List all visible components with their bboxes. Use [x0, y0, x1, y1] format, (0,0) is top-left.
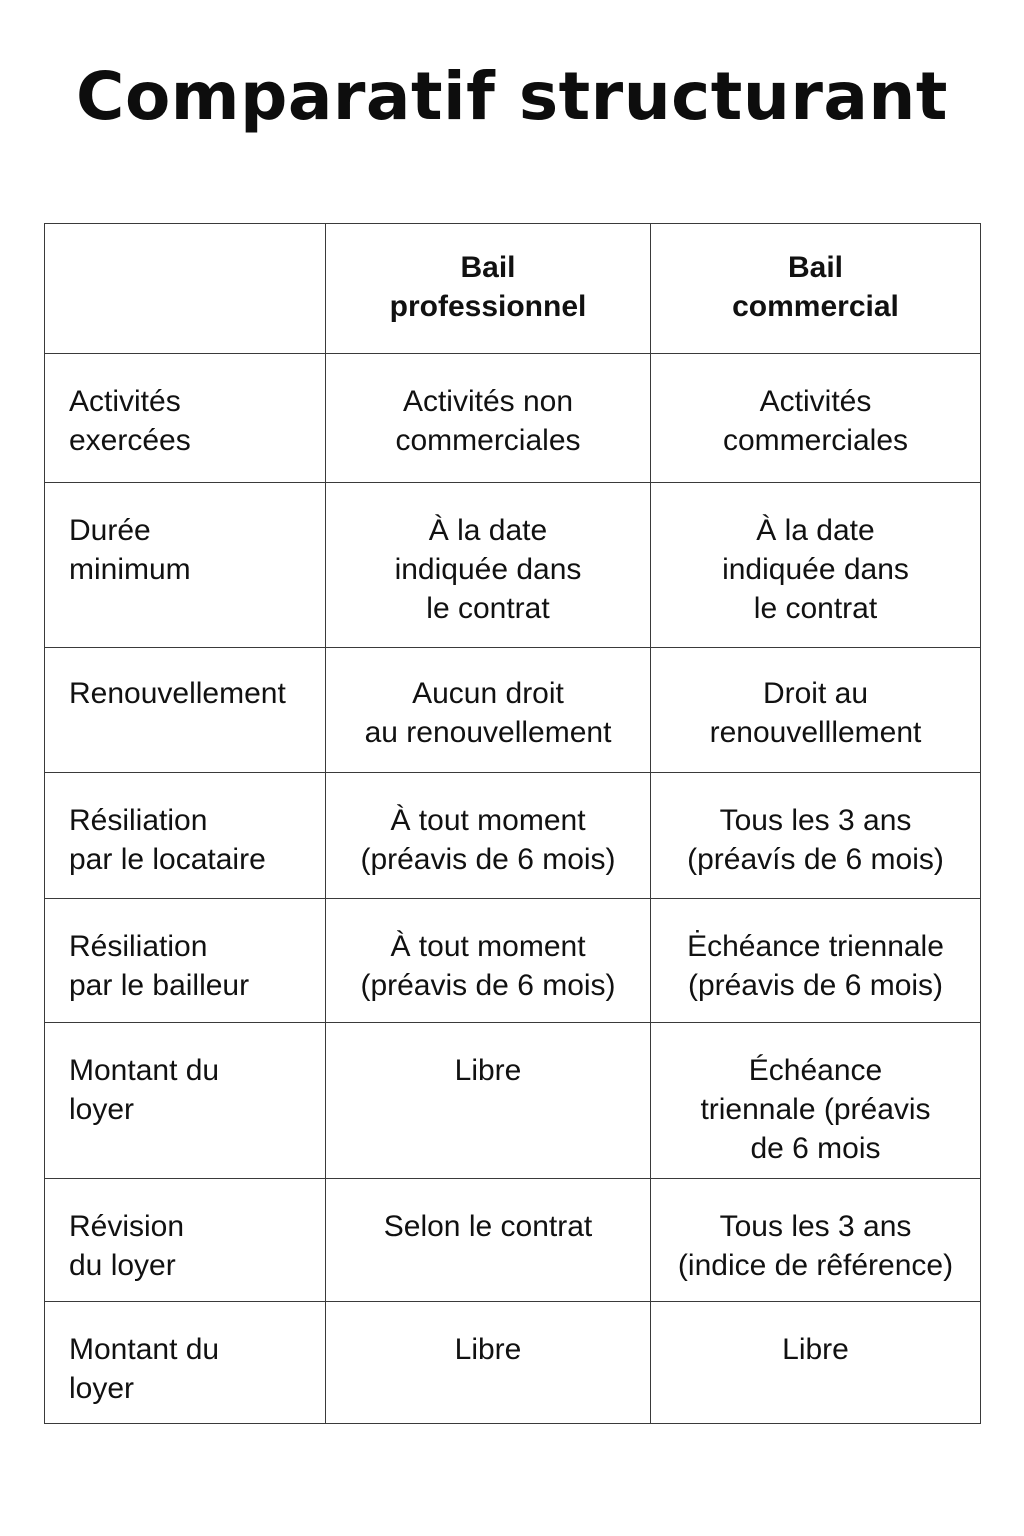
table-row: [45, 1023, 981, 1179]
cell-commercial: Tous les 3 ans (indice de rêférence): [651, 1179, 981, 1302]
cell-commercial: Échéance triennale (préavis de 6 mois: [651, 1023, 981, 1179]
cell-commercial: Droit au renouvelllement: [651, 648, 981, 773]
row-label: Résiliation par le locataire: [45, 773, 326, 899]
cell-commercial: Tous les 3 ans (préavís de 6 mois): [651, 773, 981, 899]
cell-professionnel: À la date indiquée dans le contrat: [326, 483, 651, 648]
page-title: Comparatif structurant: [76, 58, 948, 135]
cell-commercial: Activités commerciales: [651, 354, 981, 483]
row-label: Révision du loyer: [45, 1179, 326, 1302]
cell-professionnel: Activités non commerciales: [326, 354, 651, 483]
table-header-row: [45, 224, 981, 354]
comparison-table: [44, 223, 981, 1424]
row-label: Montant du loyer: [45, 1023, 326, 1179]
row-label: Renouvellement: [45, 648, 326, 773]
cell-commercial: À la date indiquée dans le contrat: [651, 483, 981, 648]
cell-professionnel: Libre: [326, 1023, 651, 1179]
row-label: Activités exercées: [45, 354, 326, 483]
row-label: Montant du loyer: [45, 1302, 326, 1424]
table-row: [45, 1302, 981, 1424]
header-bail-commercial: Bail commercial: [651, 224, 981, 354]
table-row: [45, 1179, 981, 1302]
row-label: Durée minimum: [45, 483, 326, 648]
cell-professionnel: Selon le contrat: [326, 1179, 651, 1302]
table-row: [45, 354, 981, 483]
header-empty-cell: [45, 224, 326, 354]
header-bail-professionnel: Bail professionnel: [326, 224, 651, 354]
table-row: [45, 899, 981, 1023]
table-row: [45, 483, 981, 648]
cell-professionnel: À tout moment (préavis de 6 mois): [326, 773, 651, 899]
table-row: [45, 773, 981, 899]
cell-professionnel: Libre: [326, 1302, 651, 1424]
cell-commercial: Libre: [651, 1302, 981, 1424]
cell-professionnel: Aucun droit au renouvellement: [326, 648, 651, 773]
cell-professionnel: À tout moment (préavis de 6 mois): [326, 899, 651, 1023]
row-label: Résiliation par le bailleur: [45, 899, 326, 1023]
table-row: [45, 648, 981, 773]
cell-commercial: Ėchéance triennale (préavis de 6 mois): [651, 899, 981, 1023]
